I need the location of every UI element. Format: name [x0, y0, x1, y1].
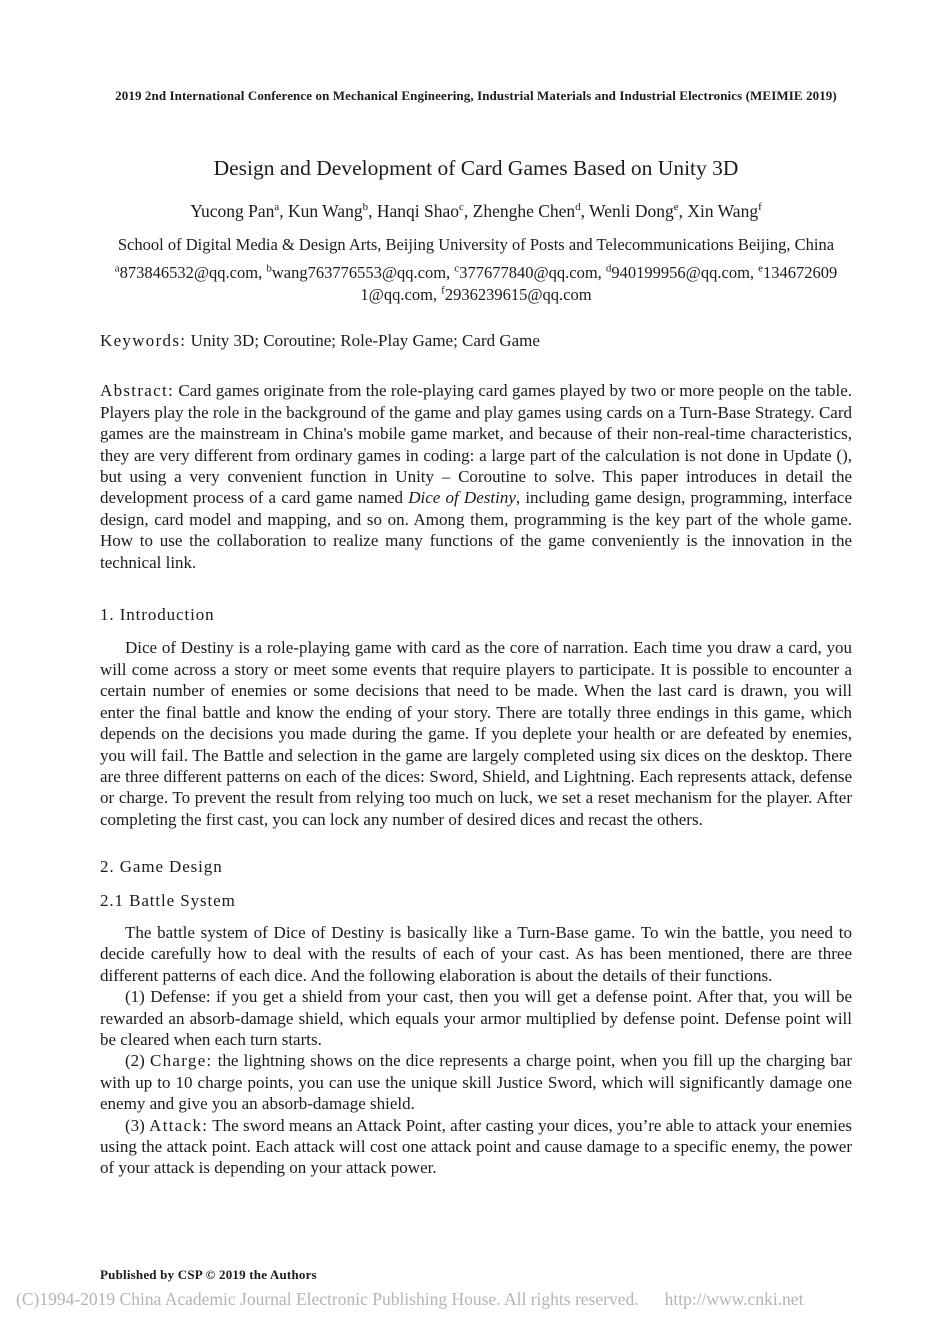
text-segment: d — [575, 201, 581, 214]
published-by-line: Published by CSP © 2019 the Authors — [100, 1267, 317, 1282]
text-segment: Keywords: — [100, 331, 187, 350]
text-segment: a — [274, 201, 280, 214]
text-segment: b — [266, 262, 272, 275]
text-segment: b — [362, 201, 369, 214]
battle-system-intro-paragraph: The battle system of Dice of Destiny is basically like a Turn-Base game. To win the battle, you need to decide carefully how to deal with the results of each of your cast. As has been mentioned, there are three different patterns of each dice. And the following elaboration is about the details of their functions. — [100, 922, 852, 985]
text-segment: Card games originate from the role-playing card games played by two or more people on the table. Players play the role in the background of the game and play games using cards on a Turn-Base Strategy. Card games are the mainstream in China's mobile game market, and because of their non-real-time characteristics, they are very different from ordinary games in coding: a large part of the calculation is not done in Update (), but using a very convenient function in Unity – Coroutine to solve. This paper introduces in detail the development process of a card game named — [100, 381, 852, 508]
text-segment: 873846532@qq.com, — [119, 263, 267, 282]
text-segment: , Kun Wang — [279, 201, 363, 221]
text-segment: f — [441, 284, 445, 296]
text-segment: wang763776553@qq.com, — [271, 263, 455, 282]
subsection-heading-battle-system: 2.1 Battle System — [100, 890, 236, 910]
conference-header: 2019 2nd International Conference on Mechanical Engineering, Industrial Materials and Industrial Electronics (MEIMIE 2019) — [115, 88, 837, 103]
text-segment: d — [605, 262, 612, 275]
text-segment: Unity 3D; Coroutine; Role-Play Game; Card Game — [186, 331, 540, 350]
text-segment: 377677840@qq.com, — [459, 263, 606, 282]
section-heading-game-design: 2. Game Design — [100, 857, 223, 877]
text-segment: the lightning shows on the dice represents a charge point, when you fill up the charging bar with up to 10 charge points, you can use the unique skill Justice Sword, which will significantly damage one enemy and give you an absorb-damage shield. — [100, 1051, 852, 1114]
attack-paragraph — [100, 1115, 852, 1179]
text-segment: , Hanqi Shao — [368, 201, 459, 221]
watermark-url: http://www.cnki.net — [664, 1289, 804, 1309]
keywords-line — [100, 330, 852, 351]
text-segment: , Wenli Dong — [580, 201, 674, 221]
text-segment: , including game design, programming, interface design, card model and mapping, and so on. Among them, programming is the key part of the whole game. How to use the collaboration to realize many functions of the game conveniently is the innovation in the technical link. — [100, 488, 852, 572]
text-segment: 1@qq.com, — [360, 284, 442, 304]
text-segment: Attack: — [149, 1115, 209, 1135]
text-segment: Dice of Destiny — [408, 488, 516, 508]
affiliation-line: School of Digital Media & Design Arts, Beijing University of Posts and Telecommunications Beijing, China — [117, 235, 835, 254]
text-segment: Yucong Pan — [190, 201, 275, 221]
text-segment: (1) Defense: if you get a shield from your cast, then you will get a defense point. After that, you will be rewarded an absorb-damage shield, which equals your armor multiplied by defense point. Defense point will be cleared when each turn starts. — [100, 987, 852, 1049]
text-segment: 2936239615@qq.com — [444, 284, 592, 304]
abstract-paragraph — [100, 380, 852, 573]
text-segment: The sword means an Attack Point, after casting your dices, you’re able to attack your enemies using the attack point. Each attack will cost one attack point and cause damage to a specific enemy, the power of your attack is depending on your attack power. — [100, 1115, 852, 1178]
text-segment: Charge: — [149, 1051, 213, 1071]
text-segment: e — [673, 201, 679, 214]
defense-paragraph — [100, 986, 852, 1050]
author-emails — [100, 262, 852, 305]
text-segment: f — [758, 201, 762, 214]
introduction-paragraph: Dice of Destiny is a role-playing game with card as the core of narration. Each time you draw a card, you will come across a story or meet some events that require players to participate. It is possible to encounter a certain number of enemies or some decisions that need to be made. When the last card is drawn, you will enter the final battle and know the ending of your story. There are totally three endings in this game, which depends on the decisions you made during the game. If you deplete your health or are defeated by enemies, you will fail. The Battle and selection in the game are largely completed using six dices on the desktop. There are three different patterns on each of the dices: Sword, Shield, and Lightning. Each represents attack, defense or charge. To prevent the result from relying too much on luck, we set a reset mechanism for the player. After completing the first cast, you can lock any number of desired dices and recast the others. — [100, 638, 852, 829]
content-column — [100, 330, 852, 1179]
section-heading-introduction: 1. Introduction — [100, 605, 215, 625]
battle-system-paragraphs — [100, 922, 852, 1179]
paper-title: Design and Development of Card Games Based on Unity 3D — [213, 156, 739, 180]
text-segment: 940199956@qq.com, — [611, 263, 759, 282]
text-segment: (3) — [125, 1115, 150, 1135]
charge-paragraph — [100, 1050, 852, 1114]
watermark-text: (C)1994-2019 China Academic Journal Electronic Publishing House. All rights reserved. — [16, 1289, 639, 1309]
text-segment: e — [758, 262, 764, 275]
text-segment: a — [114, 262, 120, 275]
text-segment: c — [454, 262, 460, 275]
text-segment: Abstract: — [100, 381, 175, 401]
text-segment: , Zhenghe Chen — [463, 201, 576, 221]
text-segment: c — [458, 201, 464, 214]
authors-line — [0, 201, 952, 222]
text-segment: , Xin Wang — [678, 201, 759, 221]
cnki-watermark — [16, 1289, 803, 1310]
text-segment: 134672609 — [763, 263, 838, 282]
text-segment: (2) — [125, 1051, 150, 1071]
